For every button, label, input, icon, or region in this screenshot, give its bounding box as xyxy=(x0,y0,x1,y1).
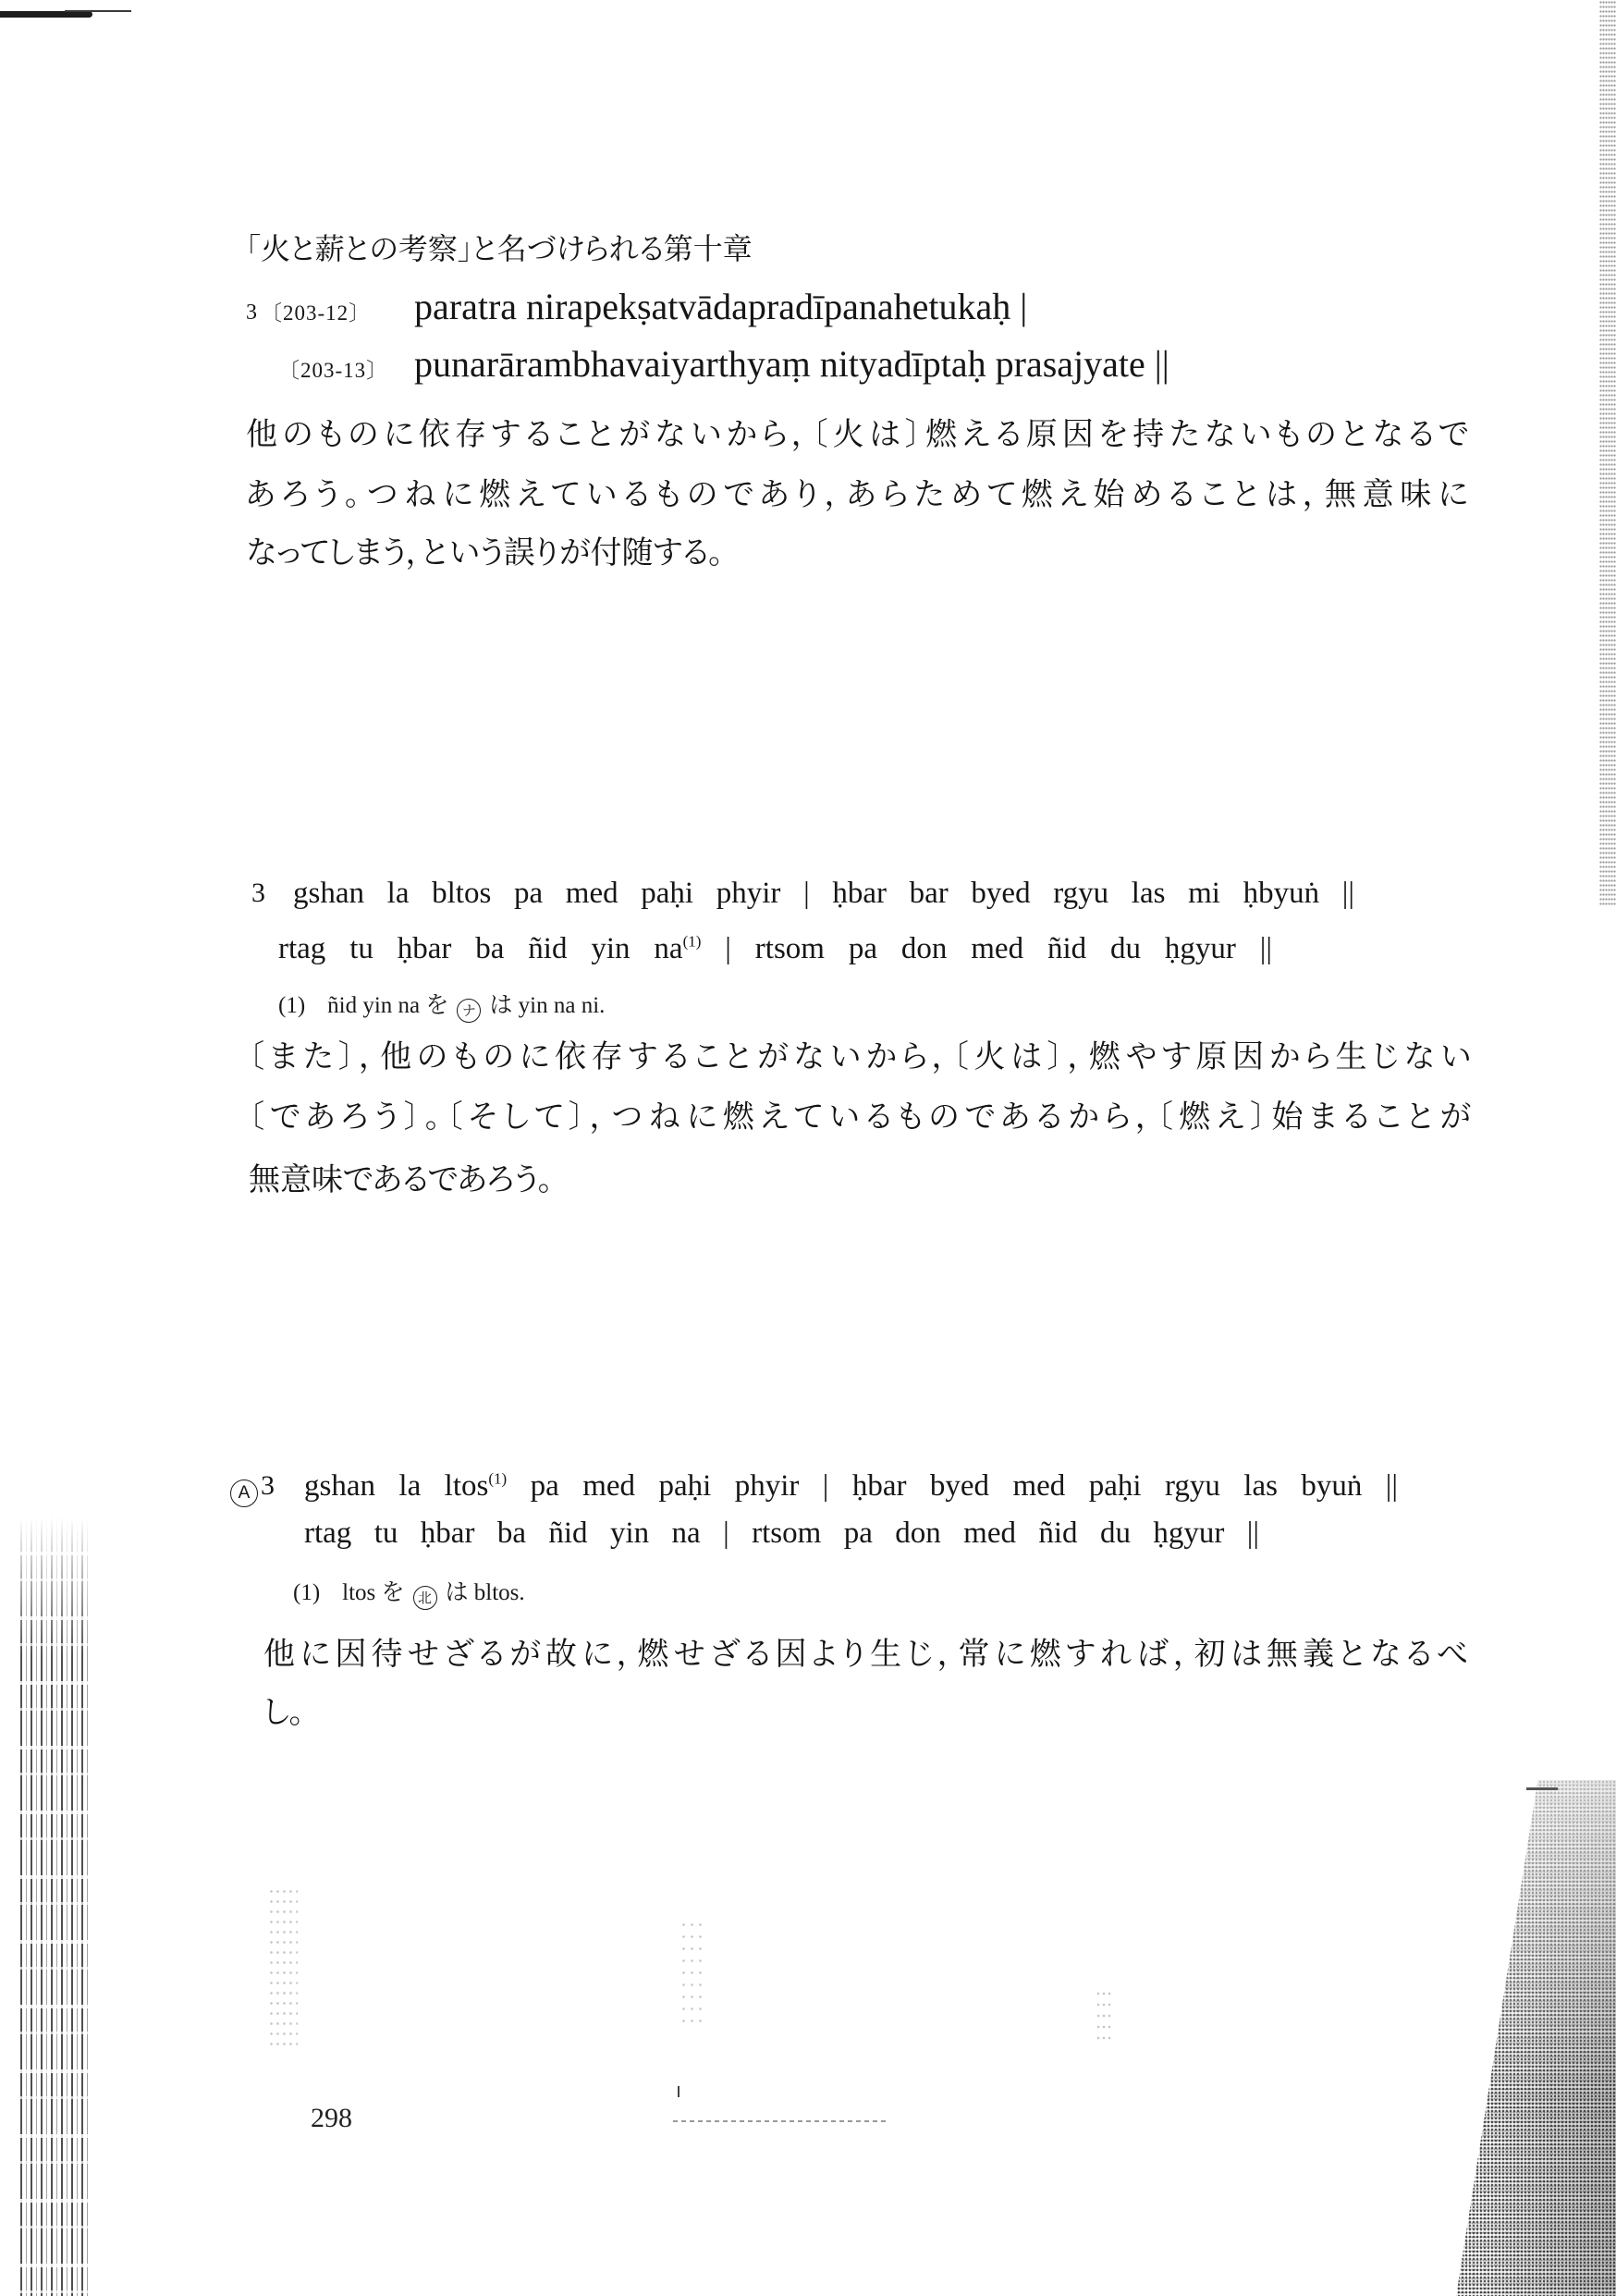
footnote-label: (1) xyxy=(293,1580,321,1605)
translation-line: 他のものに依存することがないから，〔火は〕燃える原因を持たないものとなるで xyxy=(246,416,1468,453)
verse-text: gshan la ltos xyxy=(304,1469,489,1503)
footnote-text: ñid yin na を xyxy=(327,993,449,1018)
verse-text: rtag tu ḥbar ba ñid yin na xyxy=(278,932,683,965)
scan-specks xyxy=(268,1886,298,2053)
verse-text: pa med paḥi phyir | ḥbar byed med paḥi rgyu las byuṅ || xyxy=(530,1469,1399,1503)
scan-specks xyxy=(1096,1988,1112,2044)
footnote-label: (1) xyxy=(278,993,306,1018)
translation-line: 〔また〕，他のものに依存することがないから，〔火は〕，燃やす原因から生じない xyxy=(249,1038,1471,1075)
line-reference: 〔203-13〕 xyxy=(278,359,389,382)
sanskrit-verse-line: punarārambhavaiyarthyaṃ nityadīptaḥ prasajyate || xyxy=(414,343,1169,385)
verse-number: 3 xyxy=(251,878,265,908)
scan-binding-shadow-breaks xyxy=(20,1516,91,2296)
scan-right-edge-noise xyxy=(1599,0,1616,906)
scan-binding-shadow xyxy=(20,1516,91,2296)
verse-text: | rtsom pa don med ñid du ḥgyur || xyxy=(725,932,1273,965)
scan-edge-mark xyxy=(0,11,92,18)
verse-number: 3 xyxy=(261,1470,275,1501)
footnote xyxy=(278,991,605,1021)
chapter-heading: 「火と薪との考察」と名づけられる第十章 xyxy=(246,231,753,266)
scan-edge-mark-thin xyxy=(65,10,131,12)
tibetan-verse-line: rtag tu ḥbar ba ñid yin na | rtsom pa don med ñid du ḥgyur || xyxy=(304,1516,1259,1550)
scan-faint-line xyxy=(673,2120,886,2122)
scan-specks xyxy=(679,1919,704,2030)
footnote-reference: (1) xyxy=(682,932,702,951)
sanskrit-verse-line: paratra nirapekṣatvādapradīpanahetukaḥ | xyxy=(414,286,1028,327)
circled-marker: A xyxy=(230,1480,258,1507)
line-reference: 〔203-12〕 xyxy=(261,301,372,325)
translation-line: し。 xyxy=(263,1694,305,1731)
translation-line: 無意味であるであろう。 xyxy=(249,1161,555,1198)
edition-siglum: ナ xyxy=(457,999,481,1023)
verse-marker xyxy=(230,1467,275,1504)
footnote-text: は bltos. xyxy=(445,1580,525,1605)
tibetan-verse-line: gshan la bltos pa med paḥi phyir | ḥbar bar byed rgyu las mi ḥbyuṅ || xyxy=(293,877,1354,910)
translation-line: なってしまう，という誤りが付随する。 xyxy=(246,534,725,571)
tibetan-verse-line xyxy=(304,1467,1398,1504)
tibetan-verse-line xyxy=(278,930,1272,967)
translation-line: 他に因待せざるが故に，燃せざる因より生じ，常に燃すれば，初は無義となるべ xyxy=(263,1636,1468,1673)
translation-line: 〔であろう〕。〔そして〕，つねに燃えているものであるから，〔燃え〕始まることが xyxy=(249,1099,1471,1136)
verse-number: 3 xyxy=(246,301,257,325)
footnote xyxy=(293,1578,525,1608)
translation-line: あろう。つねに燃えているものであり，あらためて燃え始めることは，無意味に xyxy=(246,476,1468,513)
scan-stray-tick xyxy=(678,2086,679,2097)
edition-siglum: 北 xyxy=(413,1586,437,1610)
footnote-reference: (1) xyxy=(488,1469,508,1488)
page-number: 298 xyxy=(311,2103,352,2133)
scan-corner-shadow xyxy=(1442,1780,1616,2296)
scan-stray-mark xyxy=(1526,1787,1558,1790)
footnote-text: ltos を xyxy=(342,1580,405,1605)
footnote-text: は yin na ni. xyxy=(489,993,606,1018)
